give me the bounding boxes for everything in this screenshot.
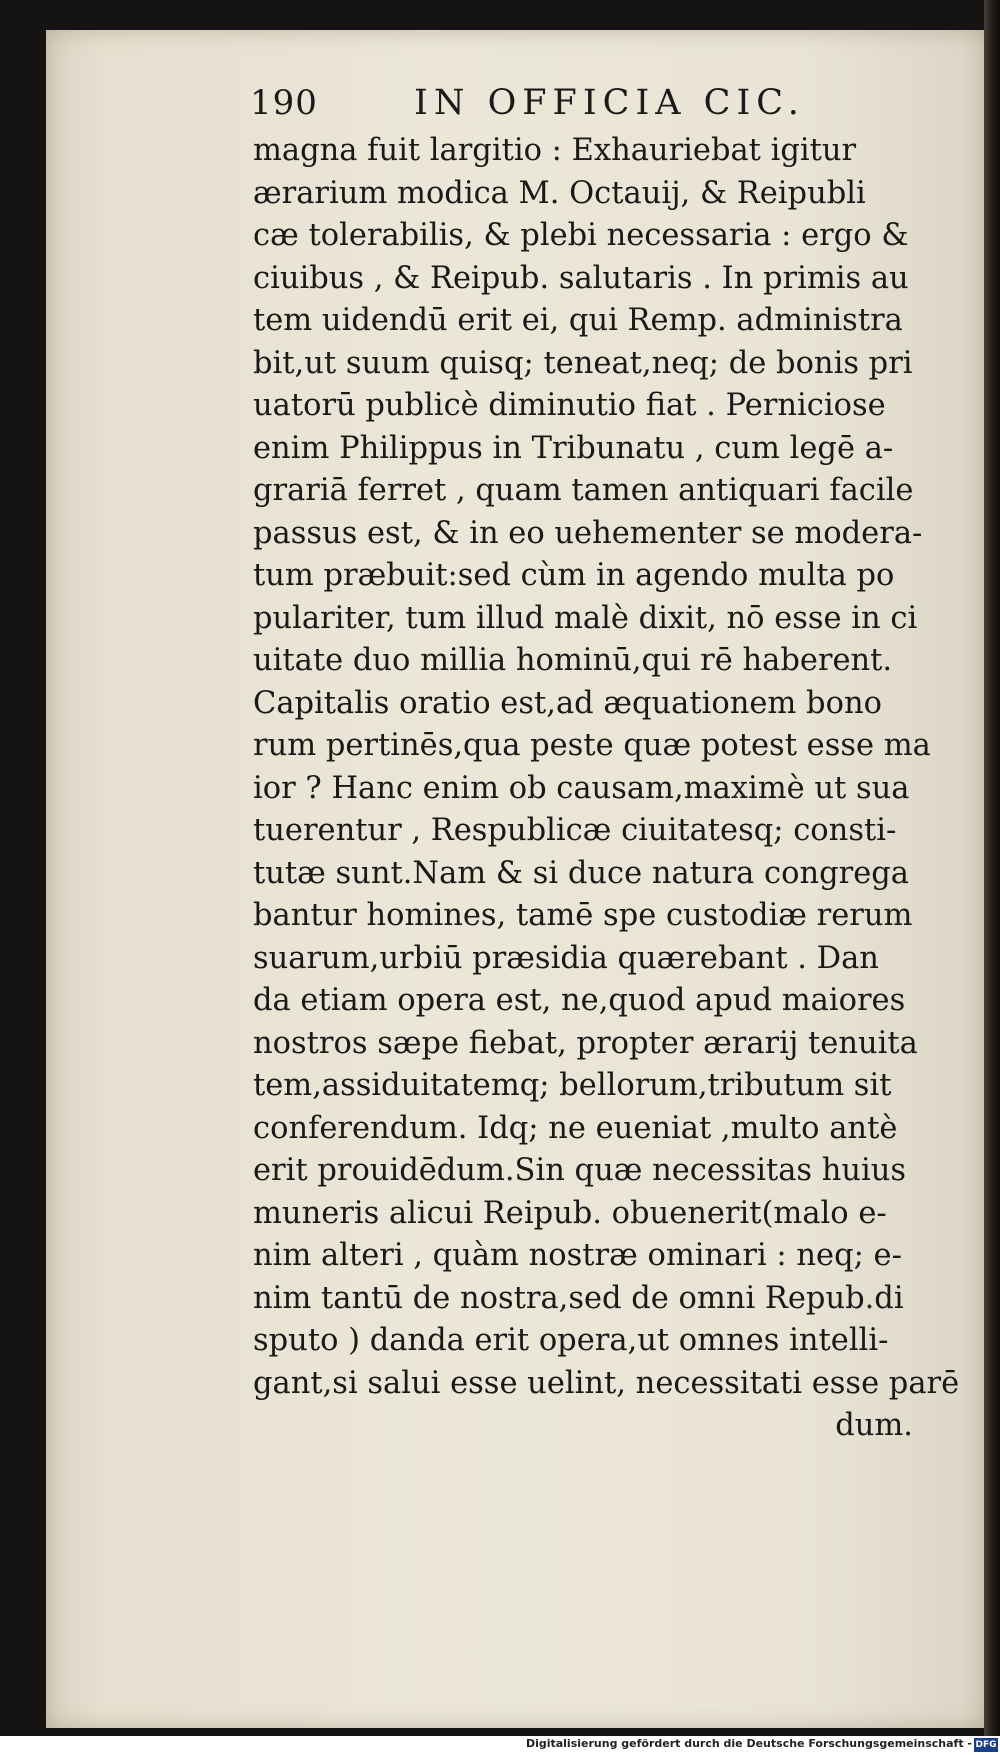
- text-line: bantur homines, tamē spe custodiæ rerum: [253, 898, 913, 933]
- text-line: tum præbuit:sed cùm in agendo multa po: [253, 558, 895, 593]
- text-line: erit prouidēdum.Sin quæ necessitas huius: [253, 1153, 907, 1188]
- text-line: tutæ sunt.Nam & si duce natura congrega: [253, 855, 909, 891]
- text-line: sputo ) danda erit opera,ut omnes intelli-: [253, 1323, 889, 1358]
- text-line: uitate duo millia hominū,qui rē haberent.: [253, 643, 893, 678]
- page-header: [250, 83, 810, 133]
- text-line: muneris alicui Reipub. obuenerit(malo e-: [253, 1195, 887, 1231]
- text-line: ærarium modica M. Octauij, & Reipubli: [253, 175, 866, 211]
- text-line: enim Philippus in Tribunatu , cum legē a-: [253, 430, 894, 466]
- dfg-logo: DFG: [975, 1740, 997, 1750]
- text-line: uatorū publicè diminutio fiat . Perniciose: [253, 388, 886, 423]
- text-line: conferendum. Idq; ne eueniat ,multo antè: [253, 1110, 898, 1146]
- funding-credit: Digitalisierung gefördert durch die Deutsche Forschungsgemeinschaft -: [525, 1737, 972, 1750]
- text-line: bit,ut suum quisq; teneat,neq; de bonis pri: [253, 345, 913, 381]
- text-line: passus est, & in eo uehementer se modera-: [253, 515, 923, 551]
- text-line: ciuibus , & Reipub. salutaris . In primis au: [253, 260, 909, 296]
- text-line: tuerentur , Respublicæ ciuitatesq; consti-: [253, 813, 897, 848]
- running-head: IN OFFICIA CIC.: [414, 83, 805, 123]
- text-line: magna fuit largitio : Exhauriebat igitur: [253, 133, 857, 168]
- text-line: pulariter, tum illud malè dixit, nō esse in ci: [253, 600, 918, 636]
- body-text: [253, 130, 960, 1448]
- page-number: 190: [250, 83, 318, 123]
- text-line: nostros sæpe fiebat, propter ærarij tenuita: [253, 1025, 918, 1061]
- text-line: da etiam opera est, ne,quod apud maiores: [253, 983, 906, 1018]
- text-line: cæ tolerabilis, & plebi necessaria : ergo &: [253, 218, 909, 253]
- text-line: tem uidendū erit ei, qui Remp. administra: [253, 303, 903, 338]
- text-line: nim tantū de nostra,sed de omni Repub.di: [253, 1280, 904, 1316]
- book-spine-edge: [984, 0, 1000, 1740]
- digitization-footer: [0, 1736, 1000, 1755]
- text-line: grariā ferret , quam tamen antiquari facile: [253, 473, 914, 508]
- text-line: gant,si salui esse uelint, necessitati esse parē: [253, 1365, 960, 1401]
- text-line: suarum,urbiū præsidia quærebant . Dan: [253, 940, 879, 976]
- text-line: rum pertinēs,qua peste quæ potest esse ma: [253, 728, 931, 763]
- text-line: tem,assiduitatemq; bellorum,tributum sit: [253, 1068, 892, 1103]
- text-line: nim alteri , quàm nostræ ominari : neq; e-: [253, 1238, 902, 1273]
- text-line: Capitalis oratio est,ad æquationem bono: [253, 685, 882, 721]
- text-line: ior ? Hanc enim ob causam,maximè ut sua: [253, 770, 910, 806]
- catchword: dum.: [835, 1408, 913, 1443]
